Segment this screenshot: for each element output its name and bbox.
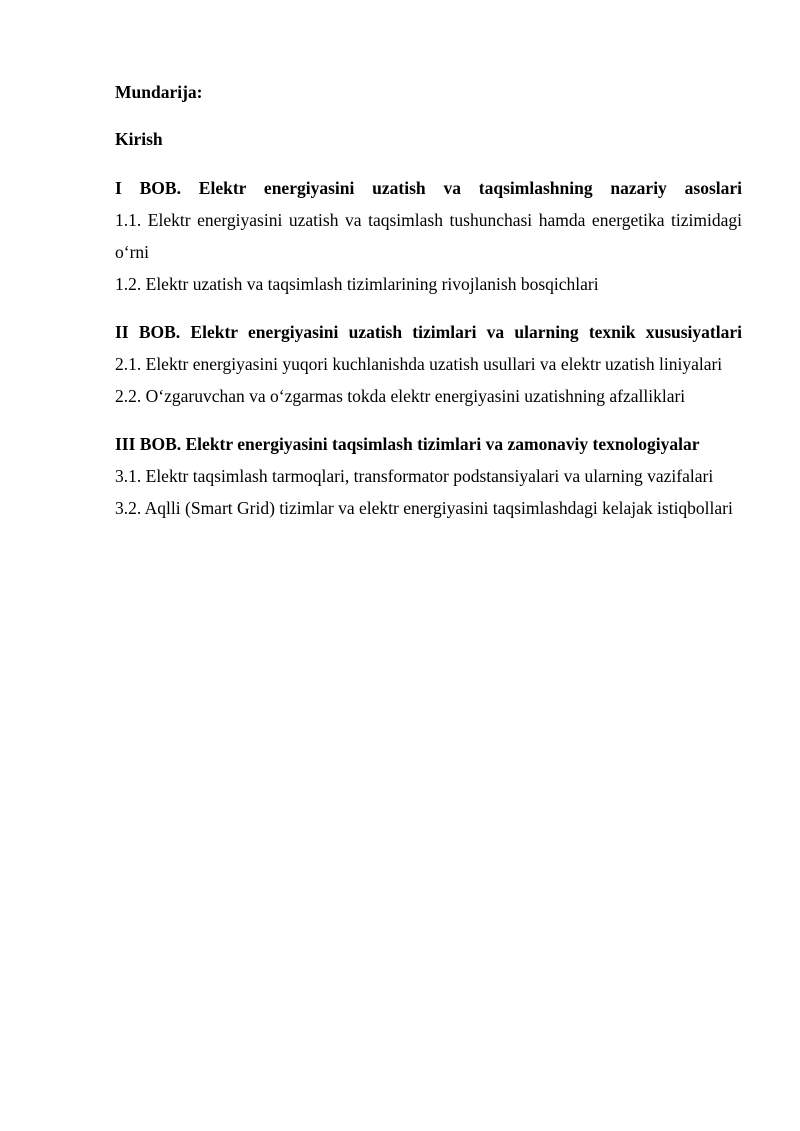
section-1-1: 1.1. Elektr energiyasini uzatish va taqsimlash tushunchasi hamda energetika tizimidagi o‘rni [115, 210, 742, 262]
chapter-3 [115, 428, 742, 524]
toc-title: Mundarija: [115, 82, 203, 102]
table-of-contents [115, 76, 742, 540]
section-1-2: 1.2. Elektr uzatish va taqsimlash tizimlarining rivojlanish bosqichlari [115, 274, 599, 294]
toc-intro-entry: Kirish [115, 129, 163, 149]
chapter-2 [115, 316, 742, 412]
section-3-2: 3.2. Aqlli (Smart Grid) tizimlar va elektr energiyasini taqsimlashdagi kelajak istiqbollari [115, 498, 733, 518]
section-2-1: 2.1. Elektr energiyasini yuqori kuchlanishda uzatish usullari va elektr uzatish liniyalari [115, 354, 723, 374]
section-2-2: 2.2. O‘zgaruvchan va o‘zgarmas tokda elektr energiyasini uzatishning afzalliklari [115, 386, 686, 406]
chapter-2-title: II BOB. Elektr energiyasini uzatish tizimlari va ularning texnik xususiyatlari [115, 322, 742, 342]
chapter-1-title: I BOB. Elektr energiyasini uzatish va taqsimlashning nazariy asoslari [115, 178, 742, 198]
chapter-1 [115, 172, 742, 300]
chapter-3-title: III BOB. Elektr energiyasini taqsimlash tizimlari va zamonaviy texnologiyalar [115, 434, 700, 454]
section-3-1: 3.1. Elektr taqsimlash tarmoqlari, transformator podstansiyalari va ularning vazifalari [115, 466, 714, 486]
